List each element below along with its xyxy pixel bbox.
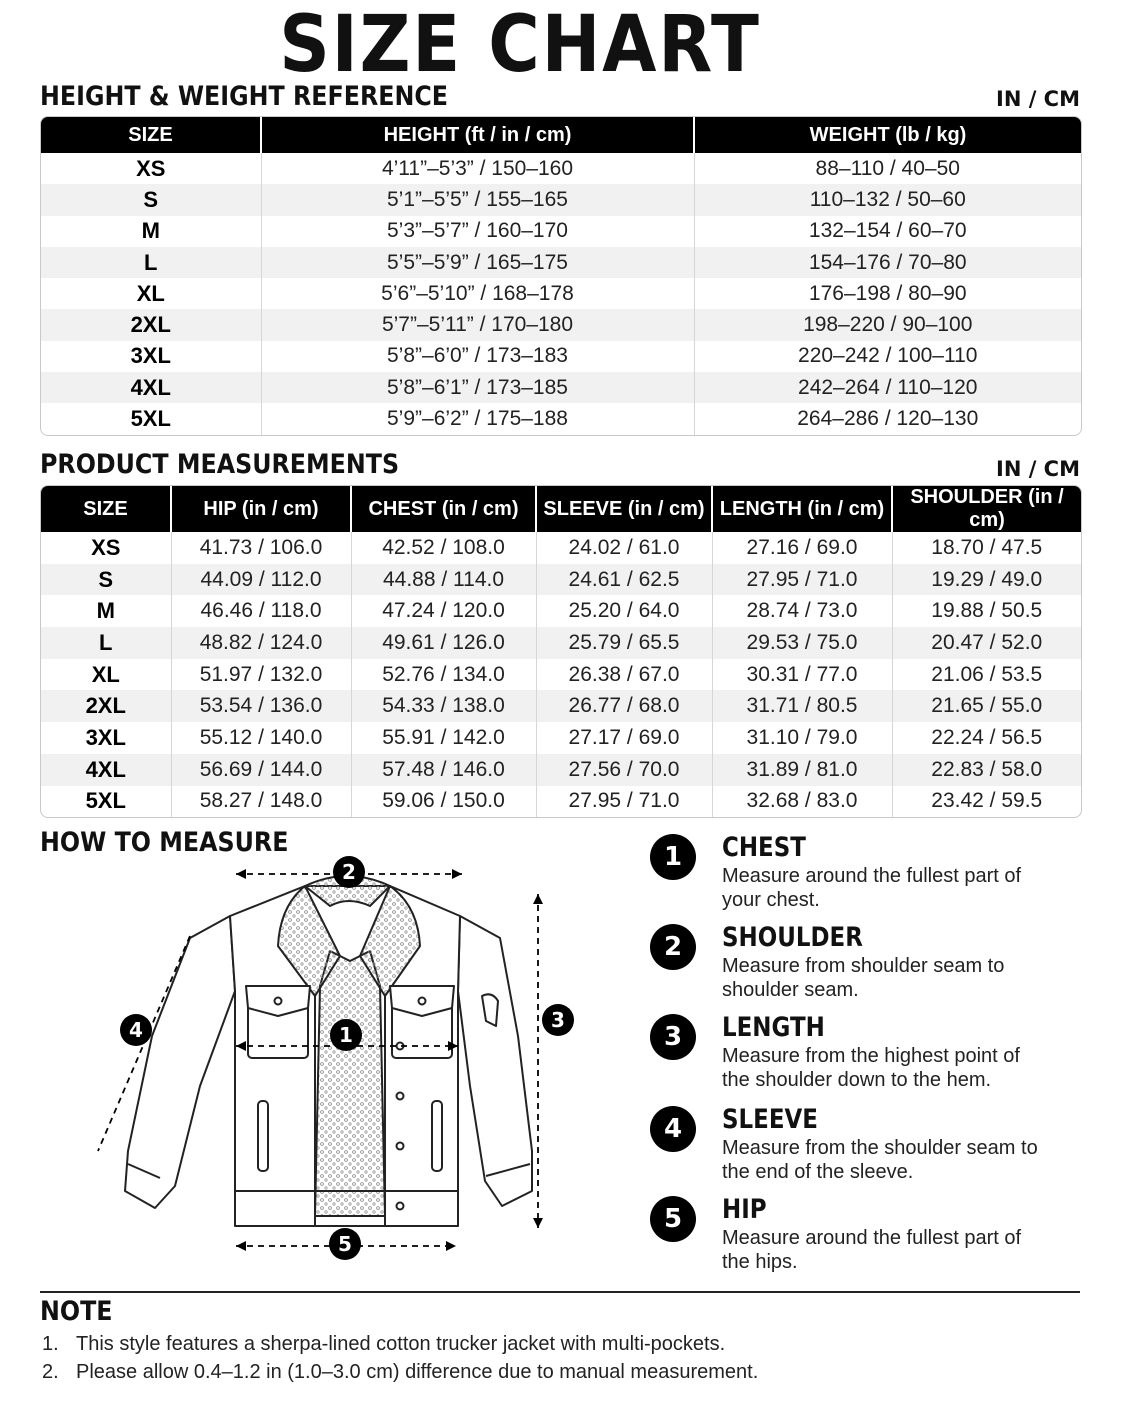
table-row [41, 659, 1081, 691]
column-header: SHOULDER (in / cm) [892, 486, 1081, 532]
value-cell: 48.82 / 124.0 [171, 627, 351, 659]
sherpa-trucker-jacket-icon [40, 846, 600, 1266]
svg-text:3: 3 [551, 1008, 565, 1032]
column-header: HIP (in / cm) [171, 486, 351, 532]
column-header: LENGTH (in / cm) [712, 486, 892, 532]
size-cell: L [41, 247, 261, 278]
value-cell: 54.33 / 138.0 [351, 690, 536, 722]
size-cell: 2XL [41, 690, 171, 722]
table-row [41, 754, 1081, 786]
step-description: Measure around the fullest part of your chest. [722, 865, 1022, 911]
value-cell: 55.12 / 140.0 [171, 722, 351, 754]
table-row [41, 153, 1081, 184]
value-cell: 27.16 / 69.0 [712, 532, 892, 564]
value-cell: 22.24 / 56.5 [892, 722, 1081, 754]
size-cell: M [141, 218, 160, 244]
table-row [41, 216, 1081, 247]
value-cell: 59.06 / 150.0 [351, 786, 536, 818]
value-cell: 154–176 / 70–80 [694, 247, 1081, 278]
value-cell: 5’8”–6’0” / 173–183 [261, 341, 694, 372]
value-cell: 19.29 / 49.0 [892, 564, 1081, 596]
value-cell: 58.27 / 148.0 [171, 786, 351, 818]
value-cell: 47.24 / 120.0 [351, 595, 536, 627]
value-cell: 56.69 / 144.0 [171, 754, 351, 786]
value-cell: 5’6”–5’10” / 168–178 [261, 278, 694, 309]
value-cell: 42.52 / 108.0 [351, 532, 536, 564]
value-cell: 27.95 / 71.0 [712, 564, 892, 596]
size-cell: 4XL [41, 754, 171, 786]
table-row [41, 786, 1081, 818]
value-cell: 31.89 / 81.0 [712, 754, 892, 786]
value-cell: 57.48 / 146.0 [351, 754, 536, 786]
note-number: 2. [42, 1361, 59, 1383]
value-cell: 51.97 / 132.0 [171, 659, 351, 691]
column-header: CHEST (in / cm) [351, 486, 536, 532]
step-description: Measure from shoulder seam to shoulder seam. [722, 955, 1005, 1001]
table-header-row [41, 486, 1081, 532]
table-row [41, 690, 1081, 722]
step-description: Measure from the shoulder seam to the end of the sleeve. [722, 1137, 1038, 1183]
value-cell: 24.61 / 62.5 [536, 564, 712, 596]
value-cell: 41.73 / 106.0 [171, 532, 351, 564]
product-measurements-units: IN / CM [996, 457, 1080, 481]
value-cell: 5’9”–6’2” / 175–188 [261, 403, 694, 434]
height-weight-units: IN / CM [996, 87, 1080, 111]
value-cell: 30.31 / 77.0 [712, 659, 892, 691]
value-cell: 5’8”–6’1” / 173–185 [261, 372, 694, 403]
value-cell: 29.53 / 75.0 [712, 627, 892, 659]
table-row [41, 403, 1081, 434]
height-weight-heading: HEIGHT & WEIGHT REFERENCE [40, 81, 449, 112]
step-title: SLEEVE [722, 1104, 818, 1135]
value-cell: 19.88 / 50.5 [892, 595, 1081, 627]
size-cell: L [41, 627, 171, 659]
value-cell: 31.71 / 80.5 [712, 690, 892, 722]
value-cell: 28.74 / 73.0 [712, 595, 892, 627]
value-cell: 132–154 / 60–70 [694, 216, 1081, 247]
step-description: Measure from the highest point of the shoulder down to the hem. [722, 1045, 1020, 1091]
svg-text:4: 4 [129, 1018, 143, 1042]
size-cell: XL [136, 280, 165, 306]
step-title: SHOULDER [722, 922, 863, 953]
value-cell: 5’7”–5’11” / 170–180 [261, 309, 694, 340]
value-cell: 264–286 / 120–130 [694, 403, 1081, 434]
svg-text:5: 5 [338, 1232, 352, 1256]
size-cell: XL [91, 661, 120, 687]
step-description: Measure around the fullest part of the hips. [722, 1227, 1022, 1273]
value-cell: 31.10 / 79.0 [712, 722, 892, 754]
value-cell: 26.38 / 67.0 [536, 659, 712, 691]
table-row [41, 309, 1081, 340]
svg-text:2: 2 [342, 860, 356, 884]
value-cell: 24.02 / 61.0 [536, 532, 712, 564]
page-title: SIZE CHART [279, 0, 761, 90]
column-header: HEIGHT (ft / in / cm) [261, 117, 694, 153]
note-item [42, 1358, 758, 1386]
size-cell: S [41, 184, 261, 215]
size-cell: M [96, 598, 115, 624]
size-cell: S [41, 564, 171, 596]
value-cell: 21.06 / 53.5 [892, 659, 1081, 691]
value-cell: 110–132 / 50–60 [694, 184, 1081, 215]
size-cell: XS [136, 155, 166, 181]
value-cell: 55.91 / 142.0 [351, 722, 536, 754]
how-to-measure-heading: HOW TO MEASURE [40, 827, 289, 858]
table-row [41, 564, 1081, 596]
value-cell: 25.79 / 65.5 [536, 627, 712, 659]
note-item [42, 1330, 758, 1358]
note-heading: NOTE [40, 1296, 113, 1327]
table-row [41, 184, 1081, 215]
size-cell: 4XL [41, 372, 261, 403]
value-cell: 44.88 / 114.0 [351, 564, 536, 596]
step-title: LENGTH [722, 1012, 825, 1043]
product-measurements-table-wrap [40, 485, 1082, 818]
step-number: 2 [650, 924, 696, 970]
value-cell: 23.42 / 59.5 [892, 786, 1081, 818]
value-cell: 4’11”–5’3” / 150–160 [261, 153, 694, 184]
note-list [42, 1330, 758, 1386]
step-title: HIP [722, 1194, 767, 1225]
height-weight-table [41, 117, 1081, 435]
table-row [41, 372, 1081, 403]
column-header: WEIGHT (lb / kg) [694, 117, 1081, 153]
column-header: SIZE [41, 117, 261, 153]
value-cell: 27.56 / 70.0 [536, 754, 712, 786]
table-header-row [41, 117, 1081, 153]
value-cell: 220–242 / 100–110 [694, 341, 1081, 372]
value-cell: 5’1”–5’5” / 155–165 [261, 184, 694, 215]
size-cell: 5XL [85, 788, 126, 814]
step-number: 3 [650, 1014, 696, 1060]
table-row [41, 341, 1081, 372]
value-cell: 242–264 / 110–120 [694, 372, 1081, 403]
value-cell: 25.20 / 64.0 [536, 595, 712, 627]
value-cell: 5’3”–5’7” / 160–170 [261, 216, 694, 247]
table-row [41, 532, 1081, 564]
step-number: 5 [650, 1196, 696, 1242]
table-row [41, 595, 1081, 627]
value-cell: 5’5”–5’9” / 165–175 [261, 247, 694, 278]
value-cell: 198–220 / 90–100 [694, 309, 1081, 340]
table-row [41, 627, 1081, 659]
value-cell: 32.68 / 83.0 [712, 786, 892, 818]
value-cell: 26.77 / 68.0 [536, 690, 712, 722]
value-cell: 176–198 / 80–90 [694, 278, 1081, 309]
value-cell: 21.65 / 55.0 [892, 690, 1081, 722]
column-header: SIZE [41, 486, 171, 532]
table-row [41, 722, 1081, 754]
value-cell: 18.70 / 47.5 [892, 532, 1081, 564]
note-text: Please allow 0.4–1.2 in (1.0–3.0 cm) difference due to manual measurement. [76, 1361, 759, 1383]
size-cell: 3XL [130, 343, 171, 369]
step-title: CHEST [722, 832, 806, 863]
value-cell: 20.47 / 52.0 [892, 627, 1081, 659]
value-cell: 88–110 / 40–50 [694, 153, 1081, 184]
size-cell: XS [91, 534, 121, 560]
value-cell: 53.54 / 136.0 [171, 690, 351, 722]
value-cell: 27.95 / 71.0 [536, 786, 712, 818]
value-cell: 22.83 / 58.0 [892, 754, 1081, 786]
table-row [41, 278, 1081, 309]
note-number: 1. [42, 1333, 59, 1355]
table-row [41, 247, 1081, 278]
product-measurements-table [41, 486, 1081, 817]
value-cell: 27.17 / 69.0 [536, 722, 712, 754]
note-text: This style features a sherpa-lined cotton trucker jacket with multi-pockets. [76, 1333, 726, 1355]
value-cell: 46.46 / 118.0 [171, 595, 351, 627]
value-cell: 52.76 / 134.0 [351, 659, 536, 691]
size-cell: 3XL [85, 724, 126, 750]
value-cell: 44.09 / 112.0 [171, 564, 351, 596]
size-cell: 2XL [41, 309, 261, 340]
svg-text:1: 1 [339, 1023, 353, 1047]
size-cell: 5XL [130, 406, 171, 432]
value-cell: 49.61 / 126.0 [351, 627, 536, 659]
height-weight-table-wrap [40, 116, 1082, 436]
product-measurements-heading: PRODUCT MEASUREMENTS [40, 449, 400, 480]
note-divider [40, 1291, 1080, 1293]
step-number: 4 [650, 1106, 696, 1152]
column-header: SLEEVE (in / cm) [536, 486, 712, 532]
step-number: 1 [650, 834, 696, 880]
